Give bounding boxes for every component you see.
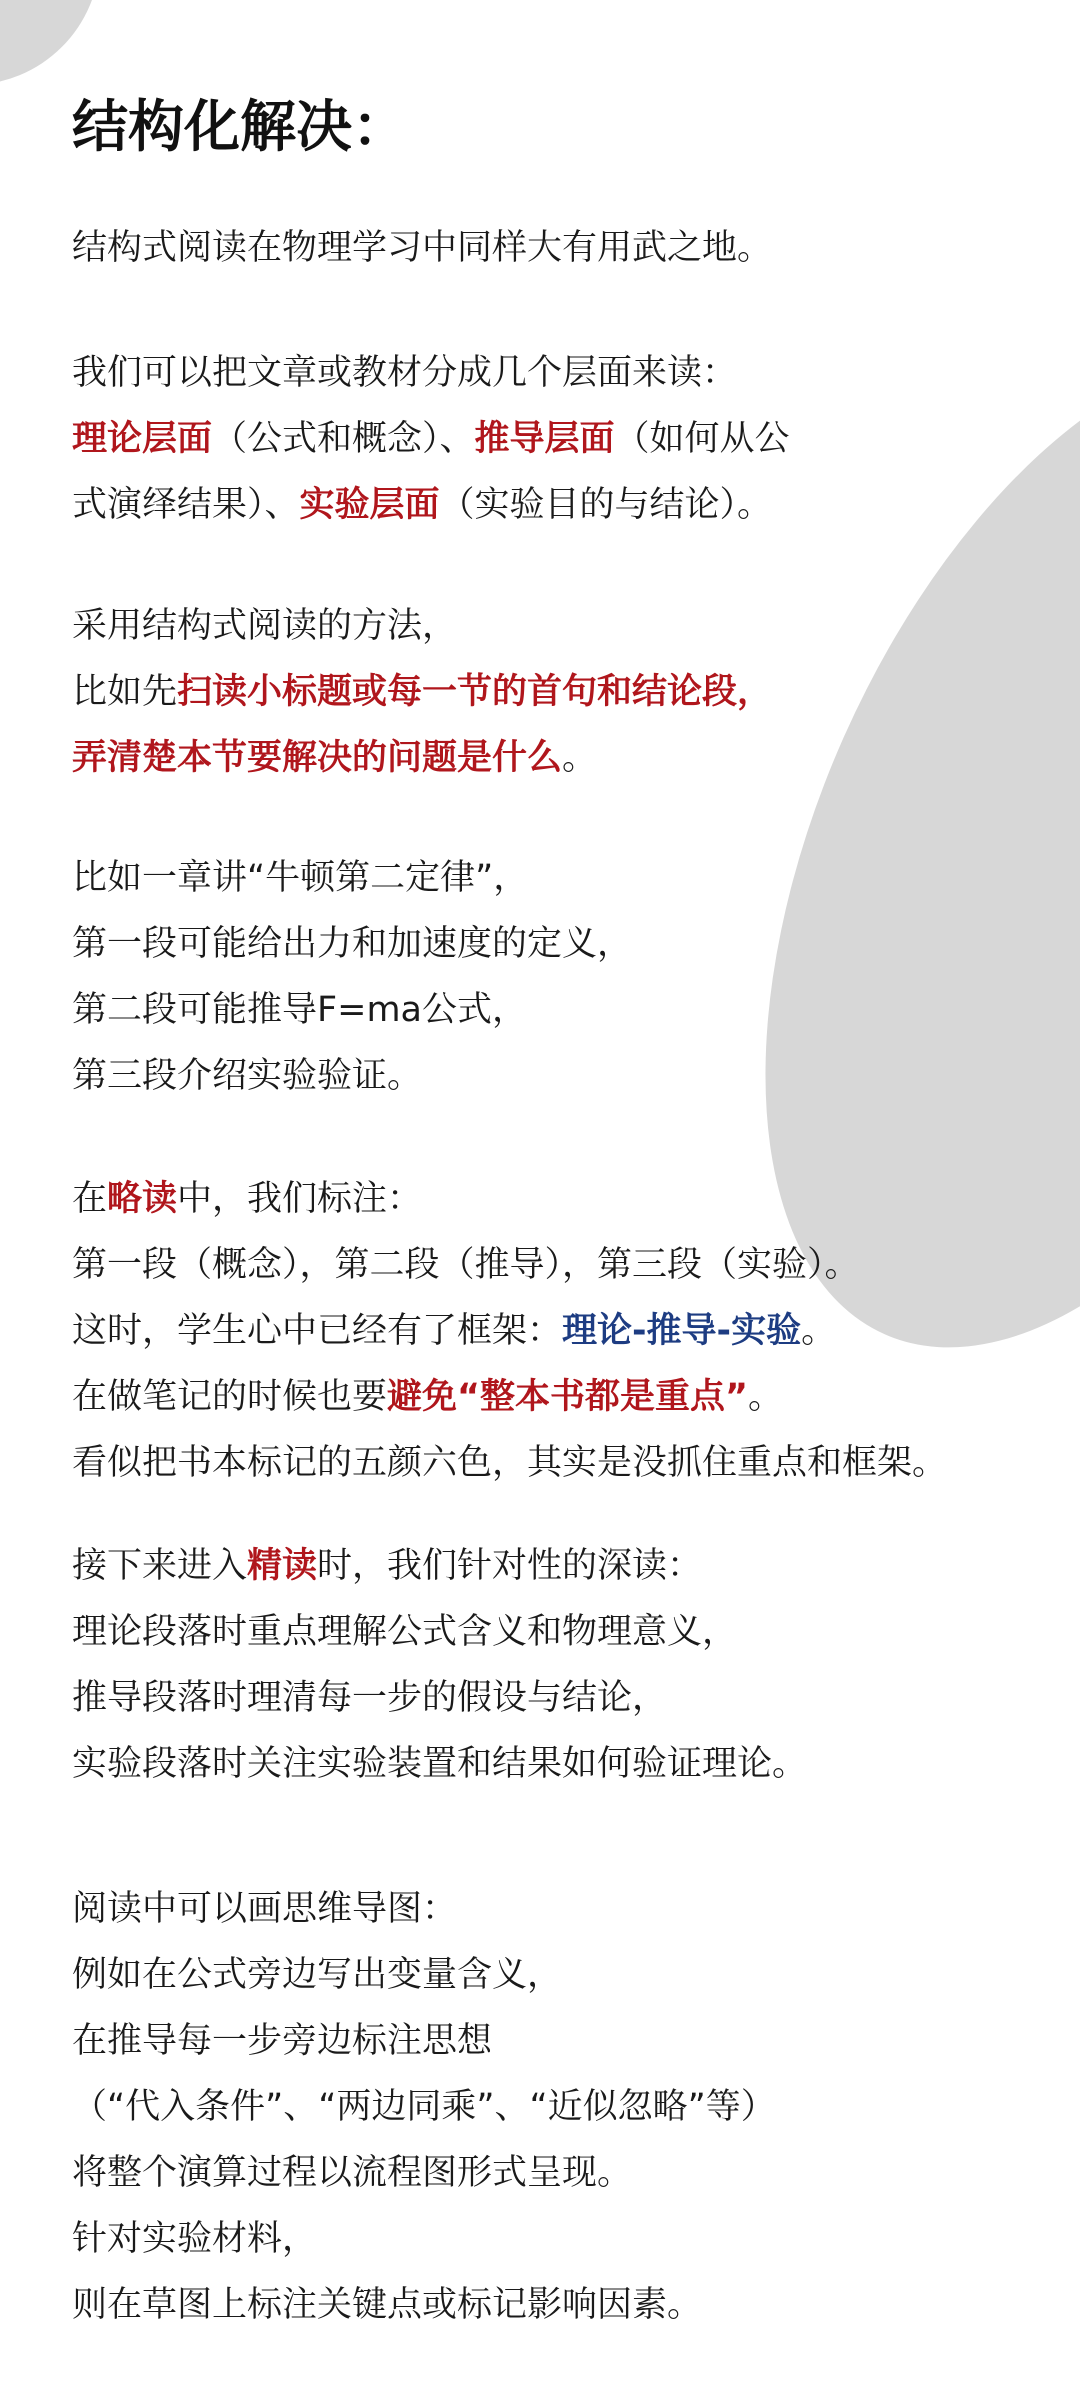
text-line (72, 472, 790, 538)
highlight-blue-text: 理论-推导-实验 (562, 1311, 802, 1351)
text-line (72, 2008, 776, 2074)
paragraph (72, 1876, 776, 2338)
body-text: 式演绎结果）、 (72, 485, 300, 525)
highlight-red-text: 精读 (247, 1546, 318, 1586)
highlight-red-text: 避免“整本书都是重点” (387, 1377, 749, 1417)
body-text: （如何从公 (614, 419, 790, 459)
body-text: 则在草图上标注关键点或标记影响因素。 (72, 2285, 703, 2325)
text-line (72, 1599, 807, 1665)
body-text: 第二段可能推导F=ma公式， (72, 990, 528, 1030)
body-text: （公式和概念）、 (212, 419, 475, 459)
text-line (72, 2140, 776, 2206)
body-text: 比如先 (72, 672, 178, 712)
body-text: 接下来进入 (72, 1546, 248, 1586)
paragraph (72, 1533, 807, 1797)
decorative-circle-top-left (0, 0, 100, 85)
body-text: （“代入条件”、“两边同乘”、“近似忽略”等） (72, 2087, 776, 2127)
text-line (72, 2074, 776, 2140)
body-text: 第一段（概念），第二段（推导），第三段（实验）。 (72, 1245, 860, 1285)
section-title: 结构化解决： (72, 95, 408, 160)
text-line (72, 593, 772, 659)
text-line (72, 406, 790, 472)
text-line (72, 2206, 776, 2272)
text-line (72, 845, 632, 911)
body-text: 我们可以把文章或教材分成几个层面来读： (72, 353, 738, 393)
body-text: 在推导每一步旁边标注思想 (72, 2021, 493, 2061)
body-text: 将整个演算过程以流程图形式呈现。 (72, 2153, 633, 2193)
body-text: 在 (72, 1179, 108, 1219)
paragraph (72, 340, 790, 538)
body-text: 比如一章讲“牛顿第二定律”， (72, 858, 529, 898)
highlight-red-text: 理论层面 (72, 419, 213, 459)
paragraph (72, 1166, 947, 1496)
text-line (72, 1232, 947, 1298)
text-line (72, 1533, 807, 1599)
body-text: 结构式阅读在物理学习中同样大有用武之地。 (72, 228, 773, 268)
body-text: 采用结构式阅读的方法， (72, 606, 458, 646)
text-line (72, 977, 632, 1043)
body-text: 阅读中可以画思维导图： (72, 1889, 458, 1929)
body-text: 第三段介绍实验验证。 (72, 1056, 423, 1096)
body-text: 针对实验材料， (72, 2219, 318, 2259)
body-text: 看似把书本标记的五颜六色，其实是没抓住重点和框架。 (72, 1443, 948, 1483)
text-line (72, 215, 772, 281)
body-text: 中，我们标注： (177, 1179, 423, 1219)
text-line (72, 1043, 632, 1109)
text-line (72, 1166, 947, 1232)
body-text: 。 (748, 1377, 784, 1417)
paragraph (72, 845, 632, 1109)
text-line (72, 2272, 776, 2338)
body-text: 。 (562, 738, 598, 778)
body-text: 第一段可能给出力和加速度的定义， (72, 924, 633, 964)
text-line (72, 340, 790, 406)
text-line (72, 1876, 776, 1942)
body-text: 理论段落时重点理解公式含义和物理意义， (72, 1612, 738, 1652)
text-line (72, 1298, 947, 1364)
body-text: 例如在公式旁边写出变量含义， (72, 1955, 563, 1995)
text-line (72, 911, 632, 977)
highlight-red-text: 实验层面 (299, 485, 440, 525)
text-line (72, 1665, 807, 1731)
body-text: 在做笔记的时候也要 (72, 1377, 388, 1417)
body-text: 推导段落时理清每一步的假设与结论， (72, 1678, 668, 1718)
paragraph (72, 215, 772, 281)
text-line (72, 1731, 807, 1797)
body-text: 。 (801, 1311, 837, 1351)
text-line (72, 1430, 947, 1496)
text-line (72, 1364, 947, 1430)
paragraph (72, 593, 772, 791)
body-text: 这时，学生心中已经有了框架： (72, 1311, 563, 1351)
text-line (72, 1942, 776, 2008)
text-line (72, 725, 772, 791)
text-line (72, 659, 772, 725)
body-text: 时，我们针对性的深读： (317, 1546, 703, 1586)
highlight-red-text: 略读 (107, 1179, 178, 1219)
highlight-red-text: 扫读小标题或每一节的首句和结论段， (177, 672, 773, 712)
highlight-red-text: 推导层面 (474, 419, 615, 459)
body-text: 实验段落时关注实验装置和结果如何验证理论。 (72, 1744, 808, 1784)
body-text: （实验目的与结论）。 (439, 485, 773, 525)
highlight-red-text: 弄清楚本节要解决的问题是什么 (72, 738, 563, 778)
